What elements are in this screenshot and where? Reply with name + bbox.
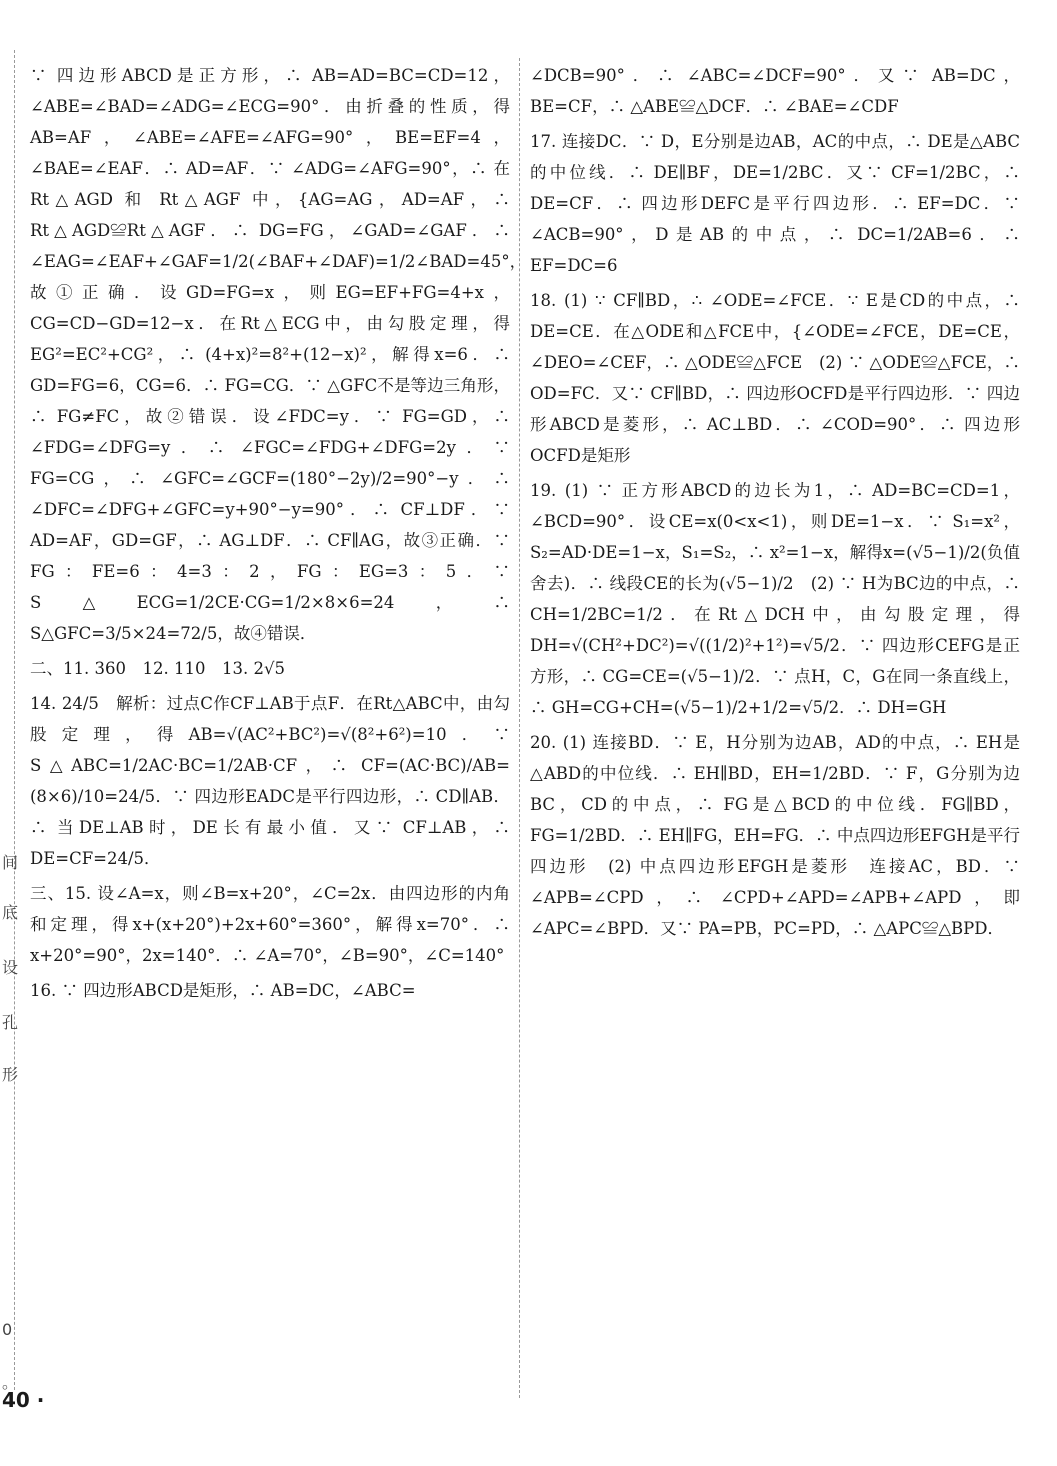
paragraph: 20. (1) 连接BD．∵ E，H分别为边AB，AD的中点，∴ EH是△ABD的中位线．∴ EH∥BD，EH=1/2BD．∵ F，G分别为边BC，CD的中点，∴ FG是△BCD的中位线．FG∥BD，FG=1/2BD．∴ EH∥FG，EH=FG．∴ 中点四边形EFGH是平行四边形 (2) 中点四边形EFGH是菱形 连接AC，BD．∵ ∠APB=∠CPD，∴ ∠CPD+∠APD=∠APB+∠APD，即∠APC=∠BPD．又∵ PA=PB，PC=PD，∴ △APC≌△BPD． xyxy=(530,733,1020,938)
page-number: 40 · xyxy=(2,1388,45,1412)
paragraph: 14. 24/5 解析：过点C作CF⊥AB于点F．在Rt△ABC中，由勾股定理，得AB=√(AC²+BC²)=√(8²+6²)=10．∵ S△ABC=1/2AC·BC=1/2AB·CF，∴ CF=(AC·BC)/AB=(8×6)/10=24/5．∵ 四边形EADC是平行四边形，∴ CD∥AB．∴ 当DE⊥AB时，DE长有最小值．又∵ CF⊥AB，∴ DE=CF=24/5． xyxy=(30,694,510,868)
paragraph: 18. (1) ∵ CF∥BD，∴ ∠ODE=∠FCE．∵ E是CD的中点，∴ DE=CE．在△ODE和△FCE中，{∠ODE=∠FCE，DE=CE，∠DEO=∠CEF，∴ △ODE≌△FCE (2) ∵ △ODE≌△FCE，∴ OD=FC．又∵ CF∥BD，∴ 四边形OCFD是平行四边形．∵ 四边形ABCD是菱形，∴ AC⊥BD．∴ ∠COD=90°．∴ 四边形OCFD是矩形 xyxy=(530,291,1020,465)
paragraph: 二、11. 360 12. 110 13. 2√5 xyxy=(30,659,285,678)
edge-char: 设 xyxy=(2,958,19,977)
paragraph: 16. ∵ 四边形ABCD是矩形，∴ AB=DC，∠ABC= xyxy=(30,981,416,1000)
right-column xyxy=(530,60,1020,948)
edge-char: 。 xyxy=(2,1373,19,1392)
edge-char: 间 xyxy=(2,853,19,872)
edge-char: 0 xyxy=(2,1320,13,1339)
edge-char: 底 xyxy=(2,903,19,922)
paragraph: ∵ 四边形ABCD是正方形，∴ AB=AD=BC=CD=12，∠ABE=∠BAD=∠ADG=∠ECG=90°．由折叠的性质，得AB=AF，∠ABE=∠AFE=∠AFG=90°，BE=EF=4，∠BAE=∠EAF．∴ AD=AF．∵ ∠ADG=∠AFG=90°，∴ 在 Rt△AGD 和 Rt△AGF 中，{AG=AG，AD=AF，∴ Rt△AGD≌Rt△AGF．∴ DG=FG，∠GAD=∠GAF．∴ ∠EAG=∠EAF+∠GAF=1/2(∠BAF+∠DAF)=1/2∠BAD=45°，故①正确．设GD=FG=x，则EG=EF+FG=4+x，CG=CD−GD=12−x．在Rt△ECG中，由勾股定理，得EG²=EC²+CG²，∴ (4+x)²=8²+(12−x)²，解得x=6．∴ GD=FG=6，CG=6．∴ FG=CG．∵ △GFC不是等边三角形，∴ FG≠FC，故②错误．设∠FDC=y．∵ FG=GD，∴ ∠FDG=∠DFG=y．∴ ∠FGC=∠FDG+∠DFG=2y．∵ FG=CG，∴ ∠GFC=∠GCF=(180°−2y)/2=90°−y．∴ ∠DFC=∠DFG+∠GFC=y+90°−y=90°．∴ CF⊥DF．∵ AD=AF，GD=GF，∴ AG⊥DF．∴ CF∥AG，故③正确．∵ FG：FE=6：4=3：2，FG：EG=3：5．∵ S△ECG=1/2CE·CG=1/2×8×6=24，∴ S△GFC=3/5×24=72/5，故④错误． xyxy=(30,66,527,643)
paragraph: 17. 连接DC．∵ D，E分别是边AB，AC的中点，∴ DE是△ABC的中位线．∴ DE∥BF，DE=1/2BC．又∵ CF=1/2BC，∴ DE=CF．∴ 四边形DEFC是平行四边形．∴ EF=DC．∵ ∠ACB=90°，D是AB的中点，∴ DC=1/2AB=6．∴ EF=DC=6 xyxy=(530,132,1020,275)
paragraph: 19. (1) ∵ 正方形ABCD的边长为1，∴ AD=BC=CD=1，∠BCD=90°．设CE=x(0<x<1)，则DE=1−x．∵ S₁=x²，S₂=AD·DE=1−x，S₁=S₂，∴ x²=1−x，解得x=(√5−1)/2(负值舍去)．∴ 线段CE的长为(√5−1)/2 (2) ∵ H为BC边的中点，∴ CH=1/2BC=1/2．在Rt△DCH中，由勾股定理，得DH=√(CH²+DC²)=√((1/2)²+1²)=√5/2．∵ 四边形CEFG是正方形，∴ CG=CE=(√5−1)/2．∵ 点H，C，G在同一条直线上，∴ GH=CG+CH=(√5−1)/2+1/2=√5/2．∴ DH=GH xyxy=(530,481,1020,717)
binding-dash-line xyxy=(14,50,15,1390)
edge-char: 形 xyxy=(2,1065,19,1084)
paragraph: ∠DCB=90°．∴ ∠ABC=∠DCF=90°．又∵ AB=DC，BE=CF，∴ △ABE≌△DCF．∴ ∠BAE=∠CDF xyxy=(530,66,1020,116)
binding-edge xyxy=(0,0,18,1466)
edge-char: 孔 xyxy=(2,1013,19,1032)
paragraph: 三、15. 设∠A=x，则∠B=x+20°，∠C=2x．由四边形的内角和定理，得x+(x+20°)+2x+60°=360°，解得x=70°．∴ x+20°=90°，2x=140°．∴ ∠A=70°，∠B=90°，∠C=140° xyxy=(30,884,510,965)
left-column xyxy=(30,60,527,1010)
